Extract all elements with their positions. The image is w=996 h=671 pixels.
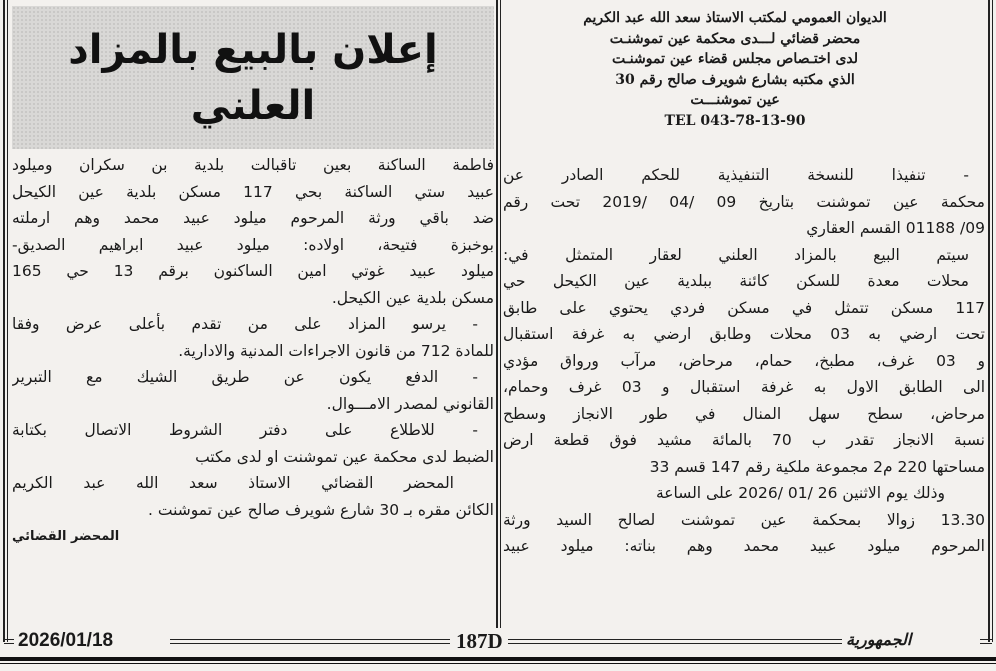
- body-line: عبيد ستي الساكنة بحي 117 مسكن بلدية عين الكيحل: [12, 182, 494, 201]
- footer-rule: [4, 639, 14, 644]
- body-line: و 03 غرف، مطبخ، حمام، مرحاض، مرآب ورواق مؤدي: [503, 351, 985, 370]
- body-line: للمادة 712 من قانون الاجراءات المدنية والادارية.: [178, 341, 494, 360]
- body-line: فاطمة الساكنة بعين تاقبالت بلدية بن سكران وميلود: [12, 156, 494, 174]
- header-line: عين تموشنـــت: [690, 92, 780, 108]
- header-phone: TEL 043-78-13-90: [664, 112, 806, 129]
- body-line: سيتم البيع بالمزاد العلني لعقار المتمثل في:: [503, 245, 969, 264]
- header-line: محضر قضائي لـــدى محكمة عين تموشنـت: [609, 30, 861, 47]
- right-column-body: [503, 162, 985, 560]
- body-line: الكائن مقره بـ 30 شارع شويرف صالح عين تموشنت .: [148, 500, 494, 519]
- header-line: الذي مكتبه بشارع شويرف صالح رقم 30: [615, 71, 855, 88]
- page-footer: [4, 630, 992, 652]
- body-line: القانوني لمصدر الامـــوال.: [326, 394, 494, 413]
- signature: المحضر القضائي: [12, 529, 120, 544]
- bailiff-header: [515, 8, 955, 131]
- body-line: الضبط لدى محكمة عين تموشنت او لدى مكتب: [195, 447, 494, 466]
- body-line: تحت ارضي به 03 محلات وطابق ارضي به غرفة استقبال: [503, 325, 985, 343]
- body-line: المرحوم ميلود عبيد محمد وهم بناته: ميلود عبيد: [503, 537, 985, 555]
- body-line: الى الطابق الاول به غرفة استقبال و 03 غرف وحمام،: [503, 378, 985, 396]
- body-line: مساحتها 220 م2 مجموعة ملكية رقم 147 قسم 33: [649, 457, 985, 476]
- body-line: بوخبزة فتيحة، اولاده: ميلود عبيد ابراهيم الصديق-: [12, 235, 494, 254]
- ad-title-box: [12, 6, 494, 149]
- footer-rule: [508, 639, 842, 644]
- body-line: محكمة عين تموشنت بتاريخ 09 /04 /2019 تحت رقم: [503, 192, 985, 211]
- body-line: مسكن بلدية عين الكيحل.: [331, 288, 494, 307]
- body-line: - للاطلاع على دفتر الشروط الاتصال بكتابة: [12, 421, 478, 439]
- body-line: محلات معدة للسكن كائنة ببلدية عين الكيحل حي: [503, 272, 969, 290]
- body-line: نسبة الانجاز تقدر ب 70 بالمائة مشيد فوق قطعة ارض: [503, 431, 985, 449]
- body-line: - يرسو المزاد على من تقدم بأعلى عرض وفقا: [12, 315, 478, 333]
- bottom-rule: [0, 657, 996, 661]
- body-line: 13.30 زوالا بمحكمة عين تموشنت لصالح السيد ورثة: [503, 510, 985, 529]
- body-line: - تنفيذا للنسخة التنفيذية للحكم الصادر عن: [503, 166, 969, 184]
- footer-rule: [980, 639, 992, 644]
- body-line: ميلود عبيد غوتي امين الساكنون برقم 13 حي 165: [12, 262, 494, 280]
- frame-left-border: [3, 0, 8, 642]
- column-divider: [496, 0, 501, 628]
- ad-title-line: العلني: [190, 82, 316, 129]
- body-line: - الدفع يكون عن طريق الشيك مع التبرير: [12, 368, 478, 386]
- body-line: مرحاض، سطح سهل المنال في طور الانجاز وسطح: [503, 404, 985, 423]
- footer-date: 2026/01/18: [18, 630, 114, 651]
- footer-rule: [170, 639, 450, 644]
- body-line: ضد باقي ورثة المرحوم ميلود عبيد محمد وهم ارملته: [12, 209, 494, 227]
- footer-page-number: 187D: [456, 629, 503, 653]
- left-column-body: [12, 152, 494, 544]
- body-line: وذلك يوم الاثنين 26 /01 /2026 على الساعة: [655, 484, 945, 502]
- body-line: 09/ 01188 القسم العقاري: [806, 219, 985, 237]
- frame-right-border: [988, 0, 993, 642]
- header-line: الديوان العمومي لمكتب الاستاذ سعد الله عبد الكريم: [583, 10, 887, 26]
- header-line: لدى اختـصاص مجلس قضاء عين تموشنـت: [611, 51, 859, 67]
- body-line: 117 مسكن تتمثل في مسكن فردي يحتوي على طابق: [503, 298, 985, 317]
- body-line: المحضر القضائي الاستاذ سعد الله عبد الكريم: [12, 474, 454, 492]
- bottom-rule-thin: [0, 663, 996, 664]
- ad-title-line: إعلان بالبيع بالمزاد: [68, 26, 438, 73]
- newspaper-logo: الجمهورية: [846, 630, 912, 649]
